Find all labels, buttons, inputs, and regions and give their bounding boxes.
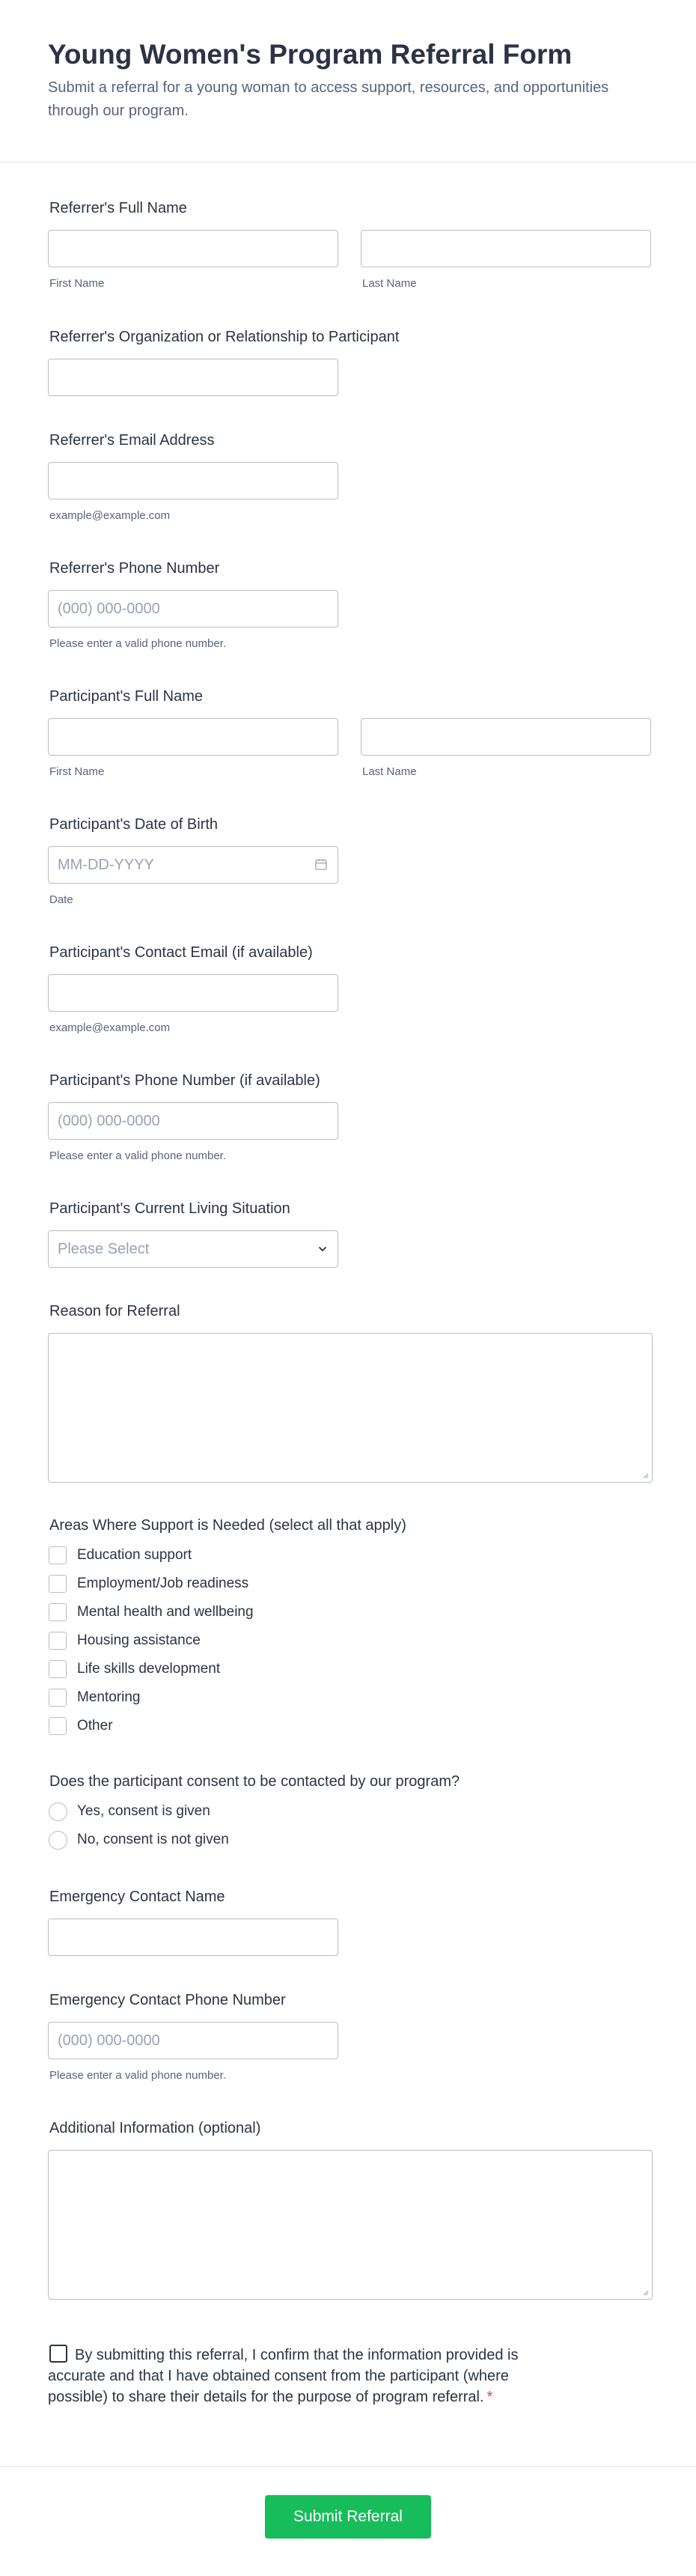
participant-name-field: [48, 687, 648, 779]
last-name-sublabel: Last Name: [362, 277, 417, 290]
option-label: Education support: [77, 1547, 192, 1563]
support-option[interactable]: [48, 1683, 648, 1712]
support-areas-label: Areas Where Support is Needed (select all that apply): [49, 1517, 406, 1534]
additional-info-textarea[interactable]: [48, 2150, 653, 2300]
support-option[interactable]: [48, 1626, 648, 1655]
checkbox[interactable]: [49, 1717, 67, 1735]
reason-field: [48, 1301, 648, 1483]
referrer-org-label: Referrer's Organization or Relationship to Participant: [49, 329, 400, 345]
living-situation-dropdown[interactable]: [48, 1230, 338, 1268]
emergency-phone-label: Emergency Contact Phone Number: [49, 1992, 286, 2008]
emergency-name-field: [48, 1887, 648, 1956]
referrer-email-input[interactable]: [48, 462, 338, 499]
checkbox[interactable]: [49, 1603, 67, 1621]
support-option[interactable]: [48, 1712, 648, 1740]
submit-button[interactable]: Submit Referral: [265, 2495, 431, 2539]
referrer-phone-input[interactable]: [48, 590, 338, 628]
phone-sublabel: Please enter a valid phone number.: [49, 1149, 226, 1162]
form-title: Young Women's Program Referral Form: [48, 39, 573, 70]
consent-contact-field: [48, 1772, 648, 1854]
support-option[interactable]: [48, 1598, 648, 1626]
additional-info-label: Additional Information (optional): [49, 2120, 261, 2136]
email-sublabel: example@example.com: [49, 509, 171, 522]
emergency-name-label: Emergency Contact Name: [49, 1889, 225, 1905]
participant-first-name-input[interactable]: [48, 718, 338, 756]
resize-handle-icon[interactable]: [641, 2288, 649, 2296]
participant-name-label: Participant's Full Name: [49, 688, 203, 705]
support-option[interactable]: [48, 1541, 648, 1570]
option-label: Other: [77, 1718, 113, 1734]
form-header: [0, 0, 696, 162]
confirmation-checkbox[interactable]: [49, 2345, 67, 2363]
referrer-last-name-input[interactable]: [361, 230, 651, 267]
referrer-org-field: [48, 327, 648, 396]
participant-phone-label: Participant's Phone Number (if available): [49, 1072, 320, 1089]
resize-handle-icon[interactable]: [641, 1471, 649, 1479]
checkbox[interactable]: [49, 1546, 67, 1564]
radio-button[interactable]: [49, 1802, 67, 1821]
participant-dob-input[interactable]: [48, 846, 338, 884]
emergency-name-input[interactable]: [48, 1919, 338, 1956]
support-option[interactable]: [48, 1570, 648, 1598]
living-situation-field: [48, 1199, 648, 1268]
option-label: Mentoring: [77, 1689, 141, 1705]
option-label: No, consent is not given: [77, 1832, 229, 1847]
option-label: Mental health and wellbeing: [77, 1604, 254, 1620]
reason-textarea[interactable]: [48, 1333, 653, 1483]
phone-sublabel: Please enter a valid phone number.: [49, 2069, 226, 2082]
participant-last-name-input[interactable]: [361, 718, 651, 756]
reason-label: Reason for Referral: [49, 1303, 180, 1319]
participant-email-label: Participant's Contact Email (if available): [49, 944, 313, 961]
living-situation-label: Participant's Current Living Situation: [49, 1200, 290, 1217]
confirmation-label[interactable]: [48, 2345, 572, 2408]
phone-sublabel: Please enter a valid phone number.: [49, 637, 226, 650]
support-options-list: [48, 1541, 648, 1740]
date-sublabel: Date: [49, 893, 73, 906]
referrer-name-label: Referrer's Full Name: [49, 200, 187, 216]
checkbox[interactable]: [49, 1632, 67, 1650]
checkbox[interactable]: [49, 1660, 67, 1678]
form-footer: [0, 2466, 696, 2576]
option-label: Employment/Job readiness: [77, 1576, 249, 1591]
referrer-first-name-input[interactable]: [48, 230, 338, 267]
chevron-down-icon: [317, 1244, 328, 1254]
option-label: Housing assistance: [77, 1632, 201, 1648]
referrer-phone-field: [48, 559, 648, 651]
radio-button[interactable]: [49, 1831, 67, 1850]
participant-email-input[interactable]: [48, 974, 338, 1012]
first-name-sublabel: First Name: [49, 765, 105, 778]
participant-email-field: [48, 943, 648, 1035]
dob-wrapper: [48, 846, 338, 884]
option-label: Life skills development: [77, 1661, 221, 1677]
option-label: Yes, consent is given: [77, 1803, 210, 1819]
consent-no-option[interactable]: [48, 1826, 648, 1854]
support-option[interactable]: [48, 1655, 648, 1683]
checkbox[interactable]: [49, 1575, 67, 1593]
email-sublabel: example@example.com: [49, 1021, 171, 1034]
referrer-phone-label: Referrer's Phone Number: [49, 560, 220, 577]
confirmation-text: By submitting this referral, I confirm that the information provided is accurate and that I have obtained consent from the participant (where possible) to share their details for the purpose of program referral.: [48, 2347, 519, 2405]
emergency-phone-input[interactable]: [48, 2022, 338, 2059]
consent-yes-option[interactable]: [48, 1797, 648, 1826]
checkbox[interactable]: [49, 1689, 67, 1707]
referrer-name-field: [48, 198, 648, 291]
participant-dob-field: [48, 815, 648, 907]
last-name-sublabel: Last Name: [362, 765, 417, 778]
referrer-email-field: [48, 431, 648, 523]
participant-dob-label: Participant's Date of Birth: [49, 816, 219, 833]
participant-phone-field: [48, 1071, 648, 1163]
participant-phone-input[interactable]: [48, 1102, 338, 1140]
support-areas-field: [48, 1516, 648, 1740]
additional-info-field: [48, 2118, 648, 2300]
emergency-phone-field: [48, 1990, 648, 2083]
living-situation-selected[interactable]: Please Select: [48, 1230, 338, 1268]
calendar-icon[interactable]: [314, 857, 328, 871]
first-name-sublabel: First Name: [49, 277, 105, 290]
consent-contact-label: Does the participant consent to be contacted by our program?: [49, 1773, 460, 1790]
required-asterisk: *: [486, 2389, 493, 2405]
referrer-org-input[interactable]: [48, 359, 338, 396]
form-body: [0, 162, 696, 2408]
confirmation-field: [48, 2345, 648, 2408]
referrer-email-label: Referrer's Email Address: [49, 432, 215, 449]
form-subtitle: Submit a referral for a young woman to access support, resources, and opportunities through our program.: [48, 79, 609, 119]
